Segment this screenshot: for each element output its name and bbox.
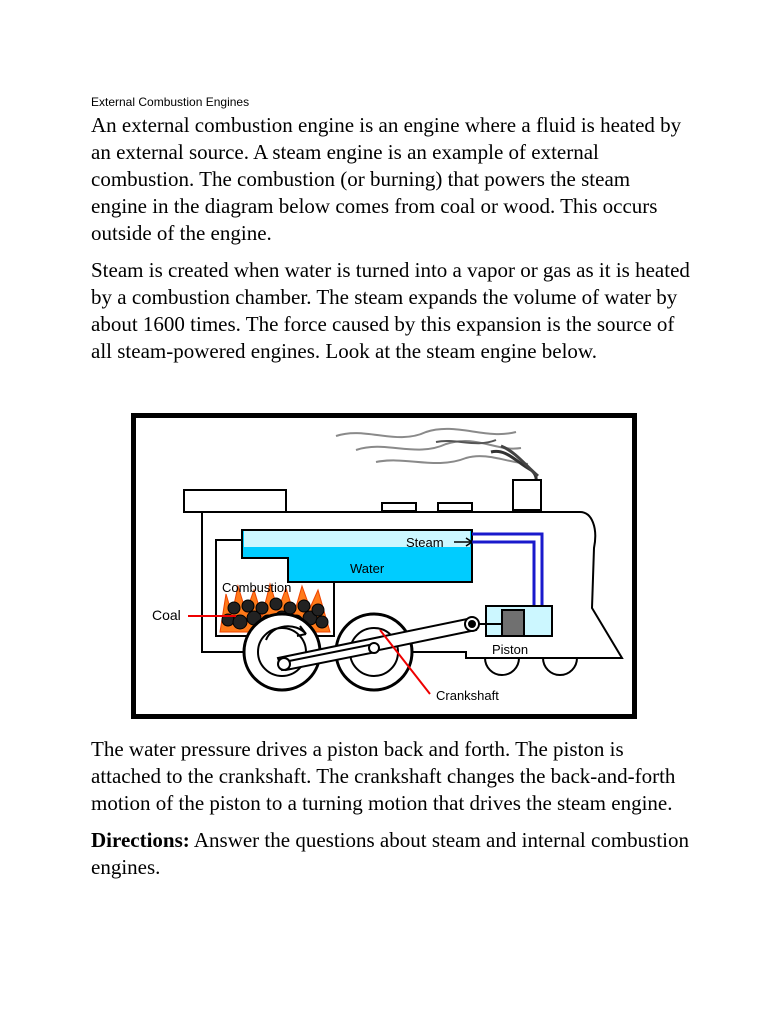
document-body-continued (91, 736, 691, 881)
smokestack (513, 480, 541, 510)
label-steam: Steam (406, 535, 444, 550)
piston-block (502, 610, 524, 636)
document-body (91, 94, 691, 365)
directions (91, 827, 691, 881)
paragraph-intro: An external combustion engine is an engine where a fluid is heated by an external source. A steam engine is an example of external combustion. The combustion (or burning) that powers the steam engine in the diagram below comes from coal or wood. This occurs outside of the engine. (91, 113, 682, 245)
dome-1 (382, 503, 416, 511)
label-combustion: Combustion (222, 580, 292, 595)
cab-roof (184, 490, 286, 512)
paragraph-piston: The water pressure drives a piston back and forth. The piston is attached to the crankshaft. The crankshaft changes the back-and-forth motion of the piston to a turning motion that drives the steam engine. (91, 737, 676, 815)
label-piston: Piston (492, 642, 529, 657)
dome-2 (438, 503, 472, 511)
directions-label: Directions: (91, 828, 190, 852)
directions-text: Answer the questions about steam and internal combustion engines. (91, 828, 690, 879)
label-coal: Coal (152, 607, 181, 623)
label-crankshaft: Crankshaft (436, 688, 499, 703)
paragraph-steam: Steam is created when water is turned into a vapor or gas as it is heated by a combustion chamber. The steam expands the volume of water by about 1600 times. The force caused by this expansion is the source of all steam-powered engines. Look at the steam engine below. (91, 258, 690, 363)
steam-engine-diagram (131, 413, 637, 719)
page-heading: External Combustion Engines (91, 95, 250, 109)
label-water: Water (350, 561, 385, 576)
smoke-icon (336, 429, 538, 484)
